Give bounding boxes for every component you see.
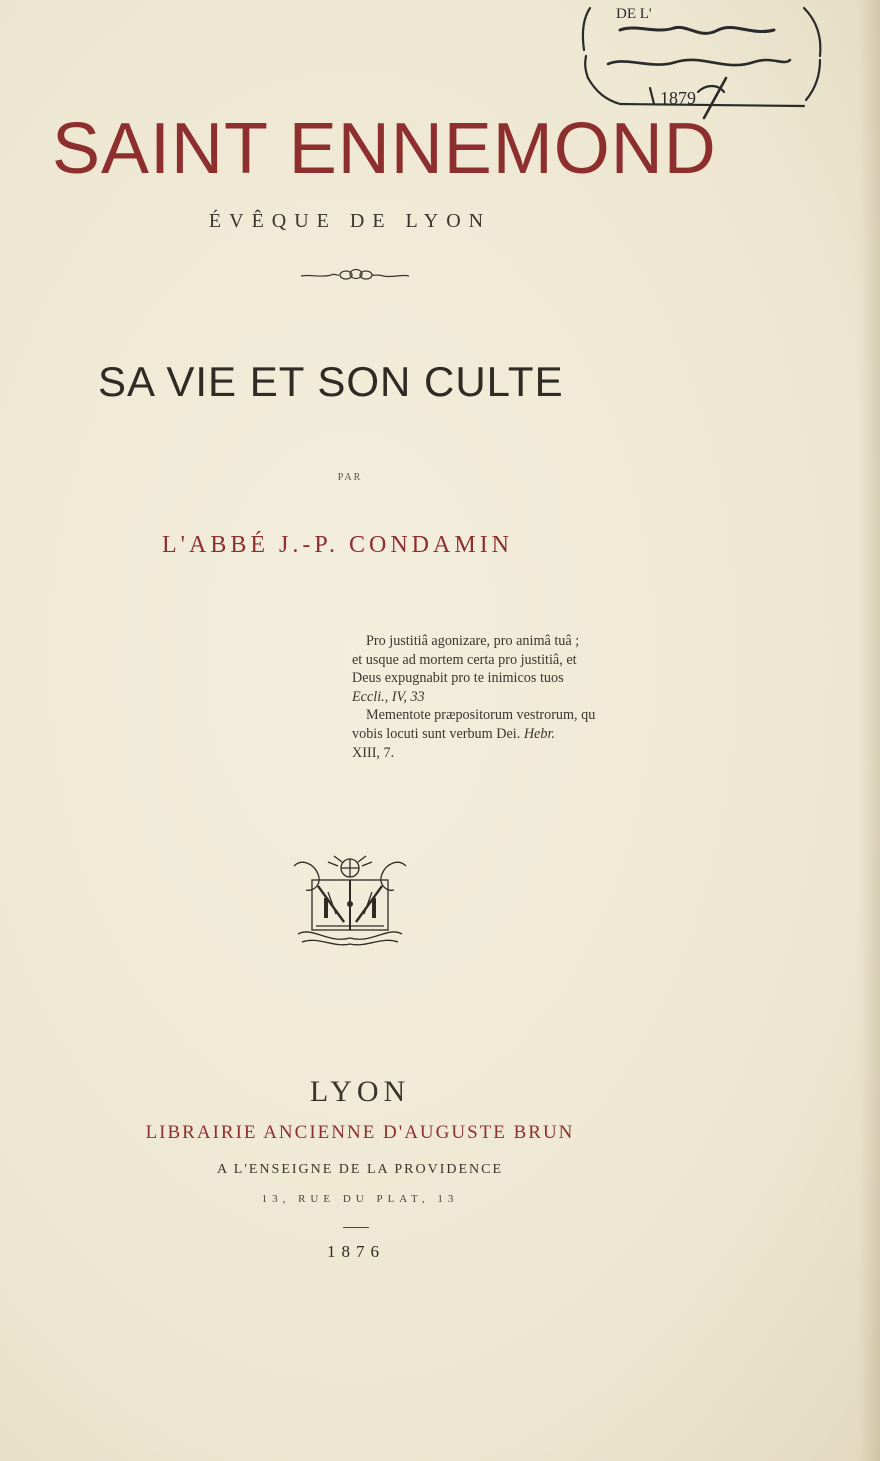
epigraph [352, 632, 670, 762]
epigraph-line: Deus expugnabit pro te inimicos tuos [352, 670, 564, 687]
author-name: L'ABBÉ J.-P. CONDAMIN [162, 532, 514, 558]
stamp-text-2: 1879 [660, 88, 696, 108]
imprint-address: 13, RUE DU PLAT, 13 [261, 1193, 459, 1205]
divider [343, 1227, 369, 1228]
title-ornament-icon [299, 264, 411, 286]
epigraph-reference: XIII, 7. [352, 744, 395, 761]
imprint-publisher: LIBRAIRIE ANCIENNE D'AUGUSTE BRUN [145, 1122, 575, 1143]
library-stamp-icon [576, 0, 831, 122]
epigraph-ref-hebr: Hebr. [523, 725, 555, 742]
epigraph-line [352, 725, 670, 744]
printer-mark-icon [288, 852, 412, 950]
page-edge-shadow [858, 0, 880, 1461]
stamp-text-1: DE L' [616, 6, 652, 22]
epigraph-line: et usque ad mortem certa pro justitiâ, et [352, 651, 577, 668]
imprint-year: 1876 [327, 1242, 385, 1261]
by-label: PAR [337, 472, 363, 483]
book-title: SAINT ENNEMOND [52, 109, 717, 189]
book-heading: SA VIE ET SON CULTE [98, 358, 564, 405]
imprint-sign: A L'ENSEIGNE DE LA PROVIDENCE [216, 1162, 504, 1177]
epigraph-ref-text: Eccli., IV, 33 [352, 688, 425, 705]
epigraph-text: vobis locuti sunt verbum Dei. [352, 725, 521, 742]
epigraph-reference [352, 688, 670, 707]
book-subtitle: ÉVÊQUE DE LYON [208, 210, 492, 232]
epigraph-line: Mementote præpositorum vestrorum, qu [366, 707, 596, 724]
epigraph-line: Pro justitiâ agonizare, pro animâ tuâ ; [366, 633, 580, 649]
imprint-city: LYON [309, 1075, 411, 1108]
